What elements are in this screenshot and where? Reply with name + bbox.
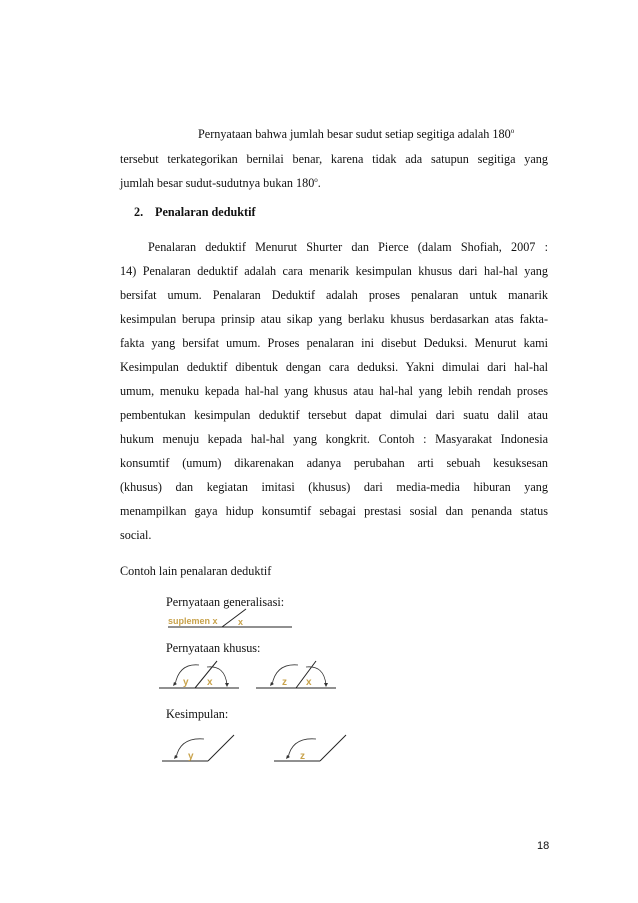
paragraph2-line: konsumtif (umum) dikarenakan adanya perubahan arti sebuah kesuksesan	[120, 456, 548, 470]
paragraph2-line: kesimpulan berupa prinsip atau sikap yang berlaku khusus berdasarkan atas fakta-	[120, 312, 548, 326]
degree-sup: o	[314, 176, 318, 184]
page-number: 18	[537, 840, 550, 852]
paragraph2-line: social.	[120, 528, 152, 542]
paragraph1-line3-text: jumlah besar sudut-sudutnya bukan 180	[120, 176, 315, 190]
conclusion-figure-1	[158, 731, 240, 767]
paragraph1-line1	[198, 127, 548, 141]
arrowhead	[270, 682, 274, 686]
specific-figure-1	[155, 655, 245, 695]
paragraph2-line: (khusus) dan kegiatan imitasi (khusus) dari media-media hiburan yang	[120, 480, 548, 494]
supplement-label: suplemen x	[168, 616, 218, 626]
arrowhead	[173, 682, 177, 686]
paragraph2-line: bersifat umum. Penalaran Deduktif adalah proses penalaran untuk manarik	[120, 288, 548, 302]
angle-label-z: z	[300, 751, 305, 762]
angle-label-z: z	[282, 677, 287, 688]
arrowhead	[225, 683, 229, 687]
paragraph2-line: fakta yang bersifat umum. Proses penalaran ini disebut Deduksi. Menurut kami	[120, 336, 548, 350]
degree-sup: o	[510, 127, 515, 135]
general-statement-label: Pernyataan generalisasi:	[166, 595, 285, 609]
paragraph2-line: pembentukan kesimpulan deduktif tersebut dapat dimulai dari suatu dalil atau	[120, 408, 548, 422]
paragraph1-line3	[120, 176, 548, 190]
general-figure	[160, 605, 300, 635]
paragraph2-line: 14) Penalaran deduktif adalah cara menarik kesimpulan khusus dari hal-hal yang	[120, 264, 548, 278]
examples-intro: Contoh lain penalaran deduktif	[120, 564, 272, 578]
ray	[320, 735, 346, 761]
arrowhead	[286, 755, 290, 759]
conclusion-label: Kesimpulan:	[166, 707, 229, 721]
angle-label-x: x	[238, 617, 244, 627]
specific-statement-label: Pernyataan khusus:	[166, 641, 261, 655]
paragraph2-line: Penalaran deduktif Menurut Shurter dan Pierce (dalam Shofiah, 2007 :	[148, 240, 548, 254]
section-number: 2.	[134, 205, 144, 219]
paragraph1-line2: tersebut terkategorikan bernilai benar, karena tidak ada satupun segitiga yang	[120, 152, 548, 166]
specific-figure-2	[252, 655, 342, 695]
arrowhead	[324, 683, 328, 687]
paragraph1-line3-end: .	[317, 176, 321, 190]
conclusion-figure-2	[270, 731, 352, 767]
section-title: Penalaran deduktif	[155, 205, 256, 219]
angle-label-y: y	[183, 677, 189, 688]
angle-label-x: x	[306, 677, 312, 688]
paragraph1-line1-text: Pernyataan bahwa jumlah besar sudut setiap segitiga adalah 180	[198, 127, 511, 141]
ray	[208, 735, 234, 761]
paragraph2-line: umum, menuku kepada hal-hal yang khusus atau hal-hal yang lebih rendah proses	[120, 384, 548, 398]
paragraph2-line: hukum menuju kepada hal-hal yang kongkrit. Contoh : Masyarakat Indonesia	[120, 432, 548, 446]
arrowhead	[174, 755, 178, 759]
angle-label-y: y	[188, 751, 194, 762]
angle-label-x: x	[207, 677, 213, 688]
paragraph2-line: menampilkan gaya hidup konsumtif sebagai prestasi sosial dan penanda status	[120, 504, 548, 518]
paragraph2-line: Kesimpulan deduktif dibentuk dengan cara deduksi. Yakni dimulai dari hal-hal	[120, 360, 548, 374]
